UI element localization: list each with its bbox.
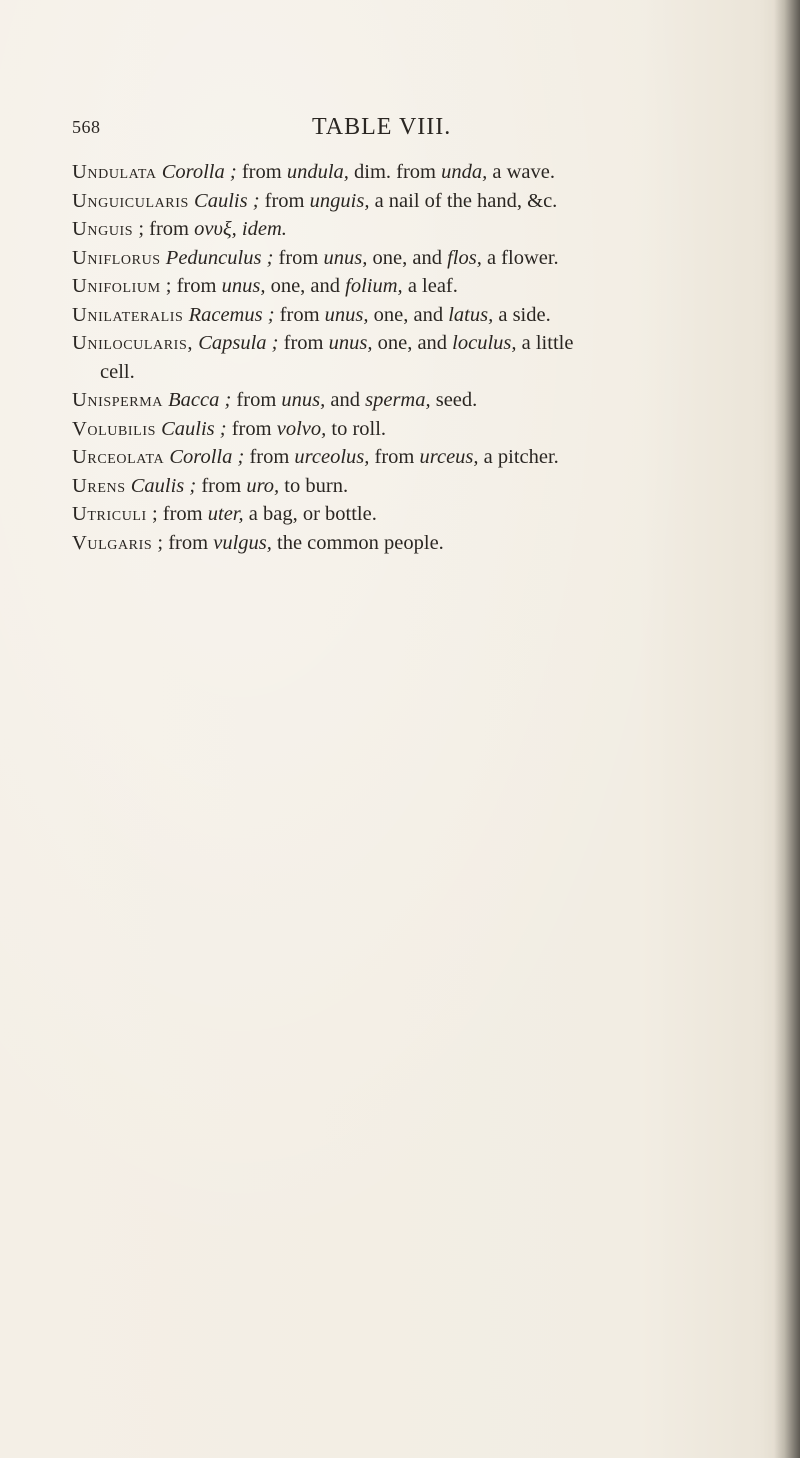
entry-term: Unifolium: [72, 275, 161, 297]
glossary-entry: Urceolata Corolla ; from urceolus, from urceus, a pitcher.: [72, 446, 559, 468]
glossary-entry: Unguicularis Caulis ; from unguis, a nail of the hand, &c.: [72, 189, 558, 212]
glossary-entries: [72, 158, 772, 557]
glossary-entry: Undulata Corolla ; from undula, dim. from unda, a wave.: [72, 161, 555, 183]
entry-part: Caulis ;: [161, 417, 227, 440]
entry-source-word: uro,: [246, 474, 280, 497]
page-header: [72, 114, 722, 147]
entry-part: Caulis ;: [130, 474, 197, 497]
entry-term: Urceolata: [72, 446, 165, 468]
entry-continuation: cell.: [100, 360, 135, 383]
glossary-entry: Unifolium ; from unus, one, and folium, a leaf.: [72, 275, 458, 297]
entry-source-word: urceolus,: [294, 446, 370, 468]
entry-source-word: uter,: [207, 503, 244, 525]
entry-term: Unisperma: [72, 389, 163, 411]
entry-part: Racemus ;: [188, 303, 275, 326]
entry-part: Pedunculus ;: [165, 246, 274, 269]
page-number: 568: [72, 117, 101, 137]
entry-source-word: volvo,: [276, 417, 327, 440]
page-edge-shadow: [774, 0, 800, 1458]
entry-source-word: unus,: [323, 246, 368, 269]
glossary-entry: Unilocularis, Capsula ; from unus, one, and loculus, a little cell.: [72, 329, 772, 386]
entry-term: Volubilis: [72, 417, 156, 440]
entry-part: Bacca ;: [168, 389, 232, 411]
entry-term: Vulgaris: [72, 531, 153, 554]
entry-root-word: unda,: [441, 161, 488, 183]
entry-root-word: sperma,: [365, 389, 431, 411]
entry-source-word: vulgus,: [213, 531, 272, 554]
entry-term: Unguicularis: [72, 189, 189, 212]
entry-term: Utriculi: [72, 503, 147, 525]
entry-source-word: unus,: [281, 389, 326, 411]
entry-root-word: loculus,: [452, 332, 517, 354]
entry-source-word: unus,: [221, 275, 266, 297]
entry-term: Unguis: [72, 218, 134, 240]
entry-term: Urens: [72, 474, 126, 497]
entry-root-word: folium,: [345, 275, 403, 297]
glossary-entry: Urens Caulis ; from uro, to burn.: [72, 474, 349, 497]
glossary-entry: Vulgaris ; from vulgus, the common people.: [72, 531, 444, 554]
glossary-entry: Unguis ; from ονυξ, idem.: [72, 218, 287, 240]
entry-root-word: flos,: [447, 246, 482, 269]
entry-part: Capsula ;: [198, 332, 279, 354]
glossary-entry: Uniflorus Pedunculus ; from unus, one, and flos, a flower.: [72, 246, 559, 269]
entry-source-word: unus,: [328, 332, 373, 354]
entry-part: Corolla ;: [161, 161, 237, 183]
glossary-entry: Volubilis Caulis ; from volvo, to roll.: [72, 417, 387, 440]
entry-source-word: unus,: [324, 303, 369, 326]
entry-root-word: idem.: [241, 218, 287, 240]
glossary-entry: Utriculi ; from uter, a bag, or bottle.: [72, 503, 377, 525]
entry-part: Caulis ;: [194, 189, 260, 212]
entry-source-word: ονυξ,: [194, 218, 237, 240]
entry-term: Undulata: [72, 161, 157, 183]
entry-part: Corolla ;: [169, 446, 245, 468]
entry-term: Unilocularis,: [72, 332, 194, 354]
entry-term: Unilateralis: [72, 303, 184, 326]
entry-root-word: latus,: [448, 303, 494, 326]
glossary-entry: Unisperma Bacca ; from unus, and sperma, seed.: [72, 389, 478, 411]
page-title: TABLE VIII.: [312, 114, 452, 140]
entry-term: Uniflorus: [72, 246, 161, 269]
entry-source-word: unguis,: [309, 189, 370, 212]
entry-root-word: urceus,: [419, 446, 479, 468]
entry-source-word: undula,: [286, 161, 349, 183]
glossary-entry: Unilateralis Racemus ; from unus, one, and latus, a side.: [72, 303, 551, 326]
